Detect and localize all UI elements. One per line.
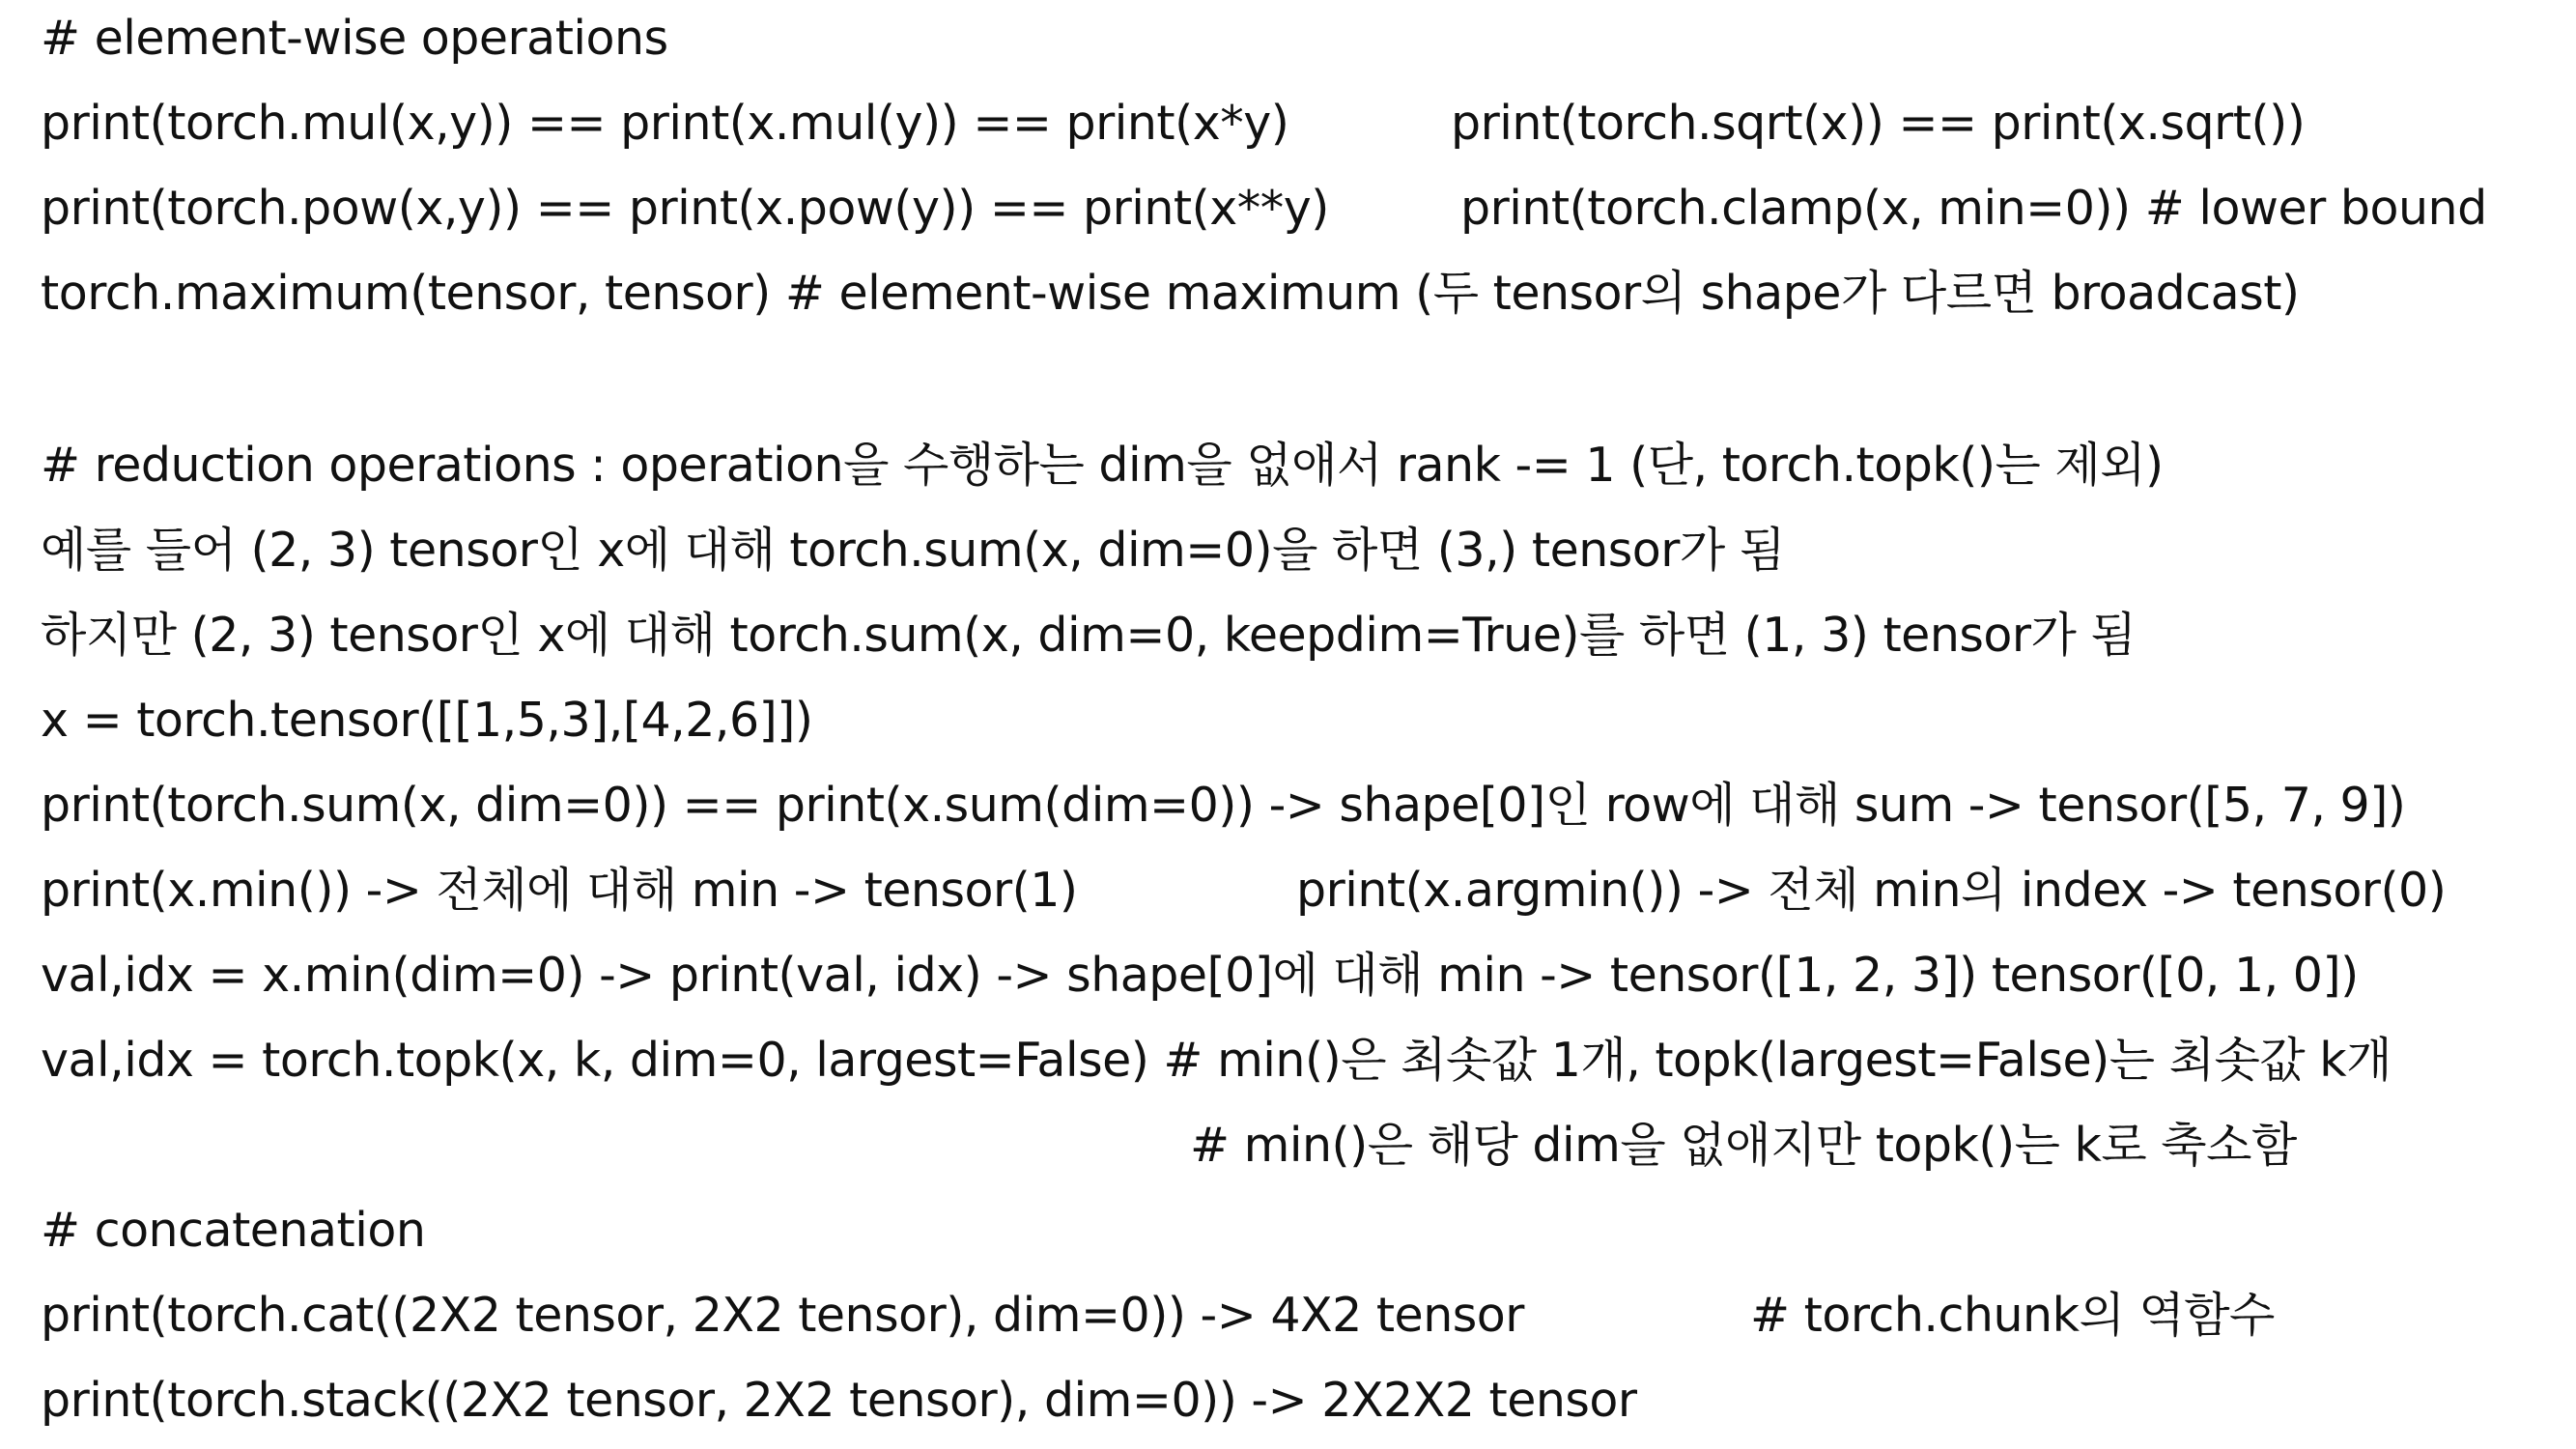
line-text: print(x.min()) -> 전체에 대해 min -> tensor(1) — [41, 863, 1078, 918]
line-text: print(torch.pow(x,y)) == print(x.pow(y)) == print(x**y) — [41, 181, 1329, 236]
line-text: torch.maximum(tensor, tensor) # element-wise maximum (두 tensor의 shape가 다르면 broadcast) — [41, 266, 2300, 321]
line-text-right: print(torch.sqrt(x)) == print(x.sqrt()) — [1451, 96, 2306, 151]
line-text: val,idx = x.min(dim=0) -> print(val, idx) -> shape[0]에 대해 min -> tensor([1, 2, 3]) tensor([0, 1, 0]) — [41, 948, 2359, 1003]
line-text-right: print(x.argmin()) -> 전체 min의 index -> tensor(0) — [1296, 863, 2447, 918]
line-text: print(torch.cat((2X2 tensor, 2X2 tensor), dim=0)) -> 4X2 tensor — [41, 1288, 1524, 1343]
line-text: # element-wise operations — [41, 11, 668, 66]
line-text: 예를 들어 (2, 3) tensor인 x에 대해 torch.sum(x, dim=0)을 하면 (3,) tensor가 됨 — [41, 523, 1785, 578]
line-text-right: # torch.chunk의 역함수 — [1750, 1288, 2275, 1343]
line-text: print(torch.stack((2X2 tensor, 2X2 tensor), dim=0)) -> 2X2X2 tensor — [41, 1373, 1637, 1428]
line-text: x = torch.tensor([[1,5,3],[4,2,6]]) — [41, 693, 813, 748]
line-text: # reduction operations : operation을 수행하는 dim을 없애서 rank -= 1 (단, torch.topk()는 제외) — [41, 438, 2164, 493]
line-text: 하지만 (2, 3) tensor인 x에 대해 torch.sum(x, dim=0, keepdim=True)를 하면 (1, 3) tensor가 됨 — [41, 608, 2137, 663]
line-text: # min()은 해당 dim을 없애지만 topk()는 k로 축소함 — [1190, 1118, 2297, 1173]
line-text-right: print(torch.clamp(x, min=0)) # lower bound — [1460, 181, 2487, 236]
line-text: # concatenation — [41, 1203, 426, 1258]
line-text: print(torch.sum(x, dim=0)) == print(x.sum(dim=0)) -> shape[0]인 row에 대해 sum -> tensor([5, 7, 9]) — [41, 778, 2406, 833]
line-text: val,idx = torch.topk(x, k, dim=0, largest=False) # min()은 최솟값 1개, topk(largest=False)는 최솟값 k개 — [41, 1033, 2392, 1088]
line-text: print(torch.mul(x,y)) == print(x.mul(y)) == print(x*y) — [41, 96, 1289, 151]
